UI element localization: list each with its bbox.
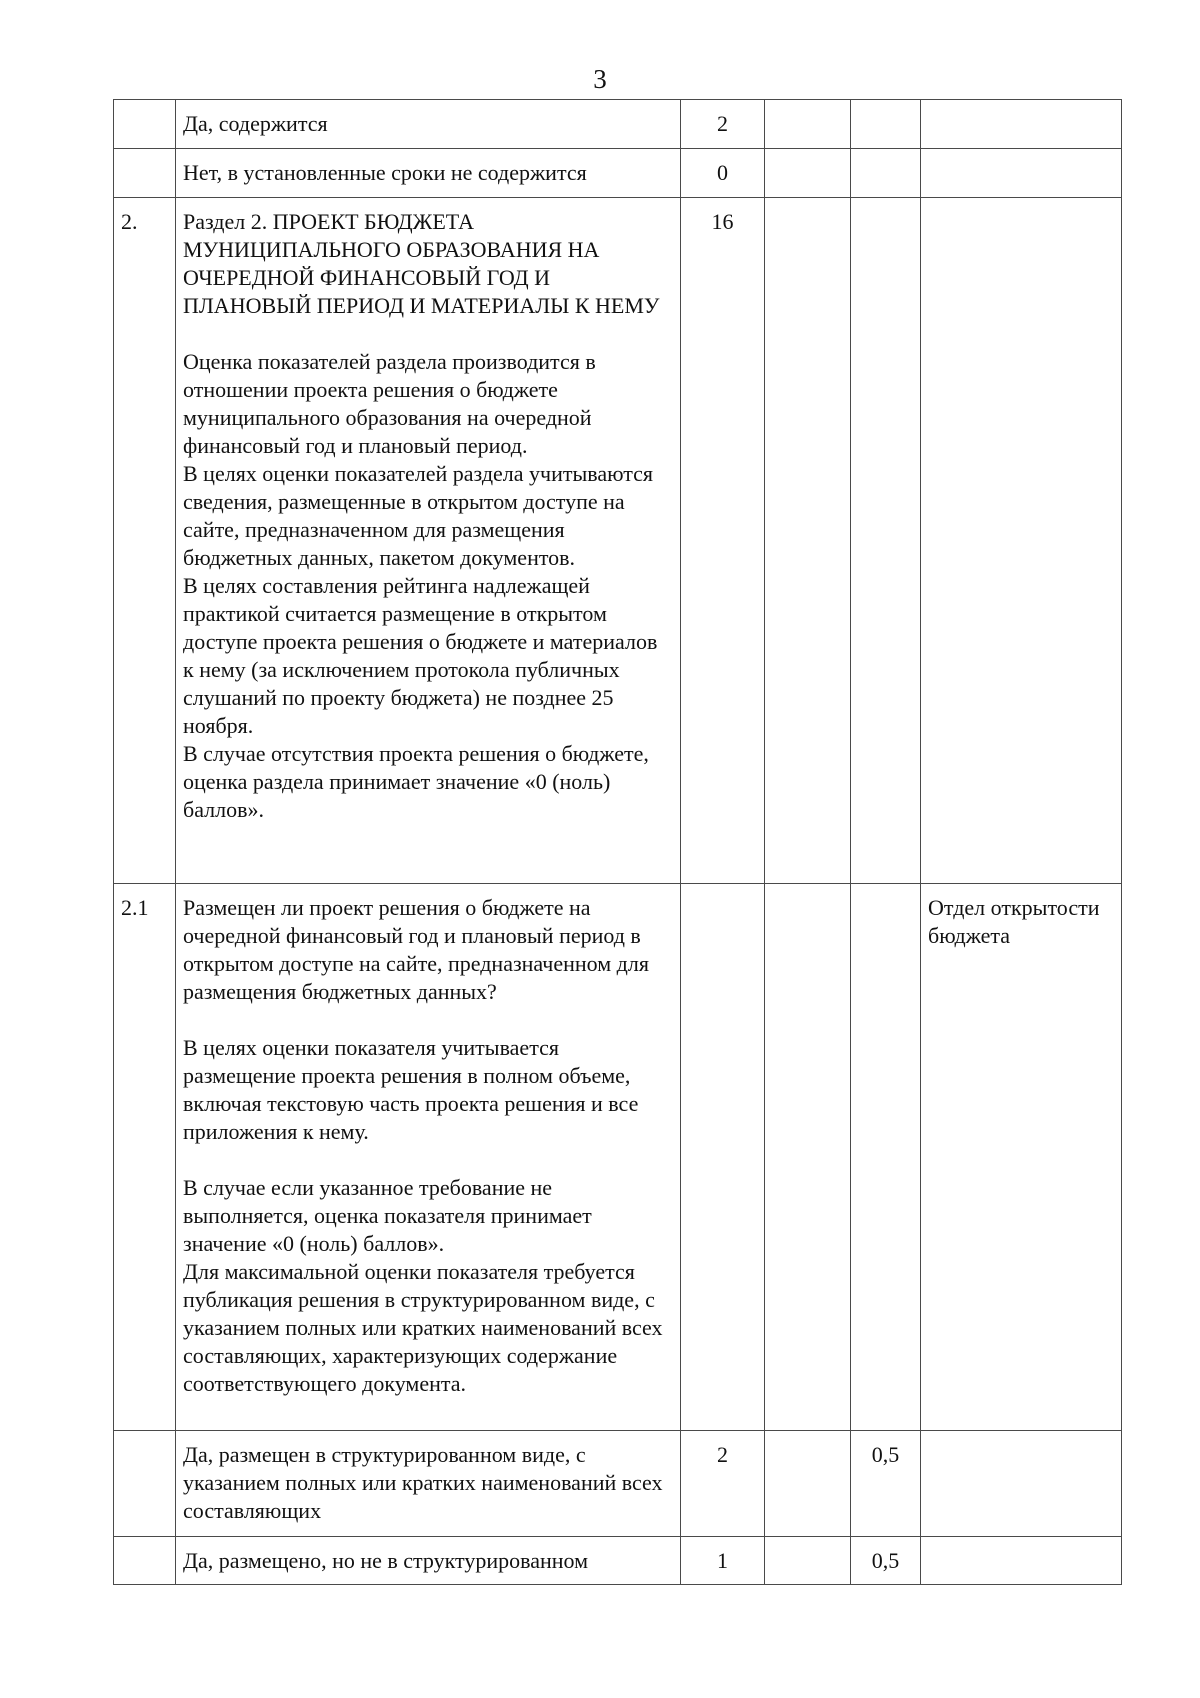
row-text-cell bbox=[176, 1431, 681, 1537]
empty-cell bbox=[765, 100, 851, 149]
row-number-cell: 2. bbox=[114, 198, 176, 884]
row-number-cell bbox=[114, 1431, 176, 1537]
section-paragraph: Оценка показателей раздела производится в отношении проекта решения о бюджете муниципального образования на очередной финансовый год и плановый период. bbox=[183, 349, 596, 458]
responsible-cell bbox=[921, 100, 1122, 149]
indicator-paragraph: В целях оценки показателя учитывается размещение проекта решения в полном объеме, включая текстовую часть проекта решения и все приложения к нему. bbox=[183, 1035, 639, 1144]
table-row bbox=[114, 198, 1122, 884]
table-row bbox=[114, 1537, 1122, 1585]
section-title: Раздел 2. ПРОЕКТ БЮДЖЕТА МУНИЦИПАЛЬНОГО ОБРАЗОВАНИЯ НА ОЧЕРЕДНОЙ ФИНАНСОВЫЙ ГОД И ПЛАНОВЫЙ ПЕРИОД И МАТЕРИАЛЫ К НЕМУ bbox=[183, 209, 660, 318]
weight-cell: 0,5 bbox=[851, 1537, 921, 1585]
empty-cell bbox=[765, 884, 851, 1431]
paragraph-gap bbox=[183, 1006, 673, 1034]
row-number-cell bbox=[114, 100, 176, 149]
row-text-cell bbox=[176, 198, 681, 884]
section-paragraph: В случае отсутствия проекта решения о бюджете, оценка раздела принимает значение «0 (ноль) баллов». bbox=[183, 741, 649, 822]
row-number-cell bbox=[114, 149, 176, 198]
score-cell: 2 bbox=[681, 100, 765, 149]
responsible-cell bbox=[921, 149, 1122, 198]
weight-cell bbox=[851, 884, 921, 1431]
table-row bbox=[114, 100, 1122, 149]
answer-option: Да, размещено, но не в структурированном bbox=[183, 1548, 589, 1573]
section-paragraph: В целях составления рейтинга надлежащей практикой считается размещение в открытом доступе проекта решения о бюджете и материалов к нему (за исключением протокола публичных слушаний по проекту бюджета) не позднее 25 ноября. bbox=[183, 573, 658, 738]
indicator-paragraph: В случае если указанное требование не выполняется, оценка показателя принимает значение «0 (ноль) баллов». bbox=[183, 1175, 592, 1256]
responsible-cell bbox=[921, 198, 1122, 884]
score-cell: 16 bbox=[681, 198, 765, 884]
row-text-cell bbox=[176, 100, 681, 149]
table-row bbox=[114, 149, 1122, 198]
indicator-paragraph: Для максимальной оценки показателя требуется публикация решения в структурированном виде, с указанием полных или кратких наименований всех составляющих, характеризующих содержание соответствующего документа. bbox=[183, 1259, 663, 1396]
answer-option: Да, размещен в структурированном виде, с указанием полных или кратких наименований всех составляющих bbox=[183, 1442, 663, 1523]
row-text-cell bbox=[176, 1537, 681, 1585]
weight-cell: 0,5 bbox=[851, 1431, 921, 1537]
row-number-cell bbox=[114, 1537, 176, 1585]
empty-cell bbox=[765, 1537, 851, 1585]
responsible-cell bbox=[921, 1537, 1122, 1585]
page-number: 3 bbox=[593, 64, 607, 94]
score-cell: 2 bbox=[681, 1431, 765, 1537]
row-text-cell bbox=[176, 884, 681, 1431]
paragraph-gap bbox=[183, 1146, 673, 1174]
empty-cell bbox=[765, 1431, 851, 1537]
weight-cell bbox=[851, 198, 921, 884]
criteria-table bbox=[113, 99, 1122, 1585]
weight-cell bbox=[851, 100, 921, 149]
table-row bbox=[114, 884, 1122, 1431]
paragraph-gap bbox=[183, 320, 673, 348]
row-text-cell bbox=[176, 149, 681, 198]
score-cell: 1 bbox=[681, 1537, 765, 1585]
responsible-cell: Отдел открытости бюджета bbox=[921, 884, 1122, 1431]
empty-cell bbox=[765, 198, 851, 884]
row-text: Нет, в установленные сроки не содержится bbox=[183, 160, 587, 185]
weight-cell bbox=[851, 149, 921, 198]
empty-cell bbox=[765, 149, 851, 198]
score-cell bbox=[681, 884, 765, 1431]
row-number-cell: 2.1 bbox=[114, 884, 176, 1431]
indicator-question: Размещен ли проект решения о бюджете на очередной финансовый год и плановый период в открытом доступе на сайте, предназначенном для размещения бюджетных данных? bbox=[183, 895, 649, 1004]
responsible-cell bbox=[921, 1431, 1122, 1537]
score-cell: 0 bbox=[681, 149, 765, 198]
row-text: Да, содержится bbox=[183, 111, 328, 136]
table-row bbox=[114, 1431, 1122, 1537]
section-paragraph: В целях оценки показателей раздела учитываются сведения, размещенные в открытом доступе на сайте, предназначенном для размещения бюджетных данных, пакетом документов. bbox=[183, 461, 654, 570]
